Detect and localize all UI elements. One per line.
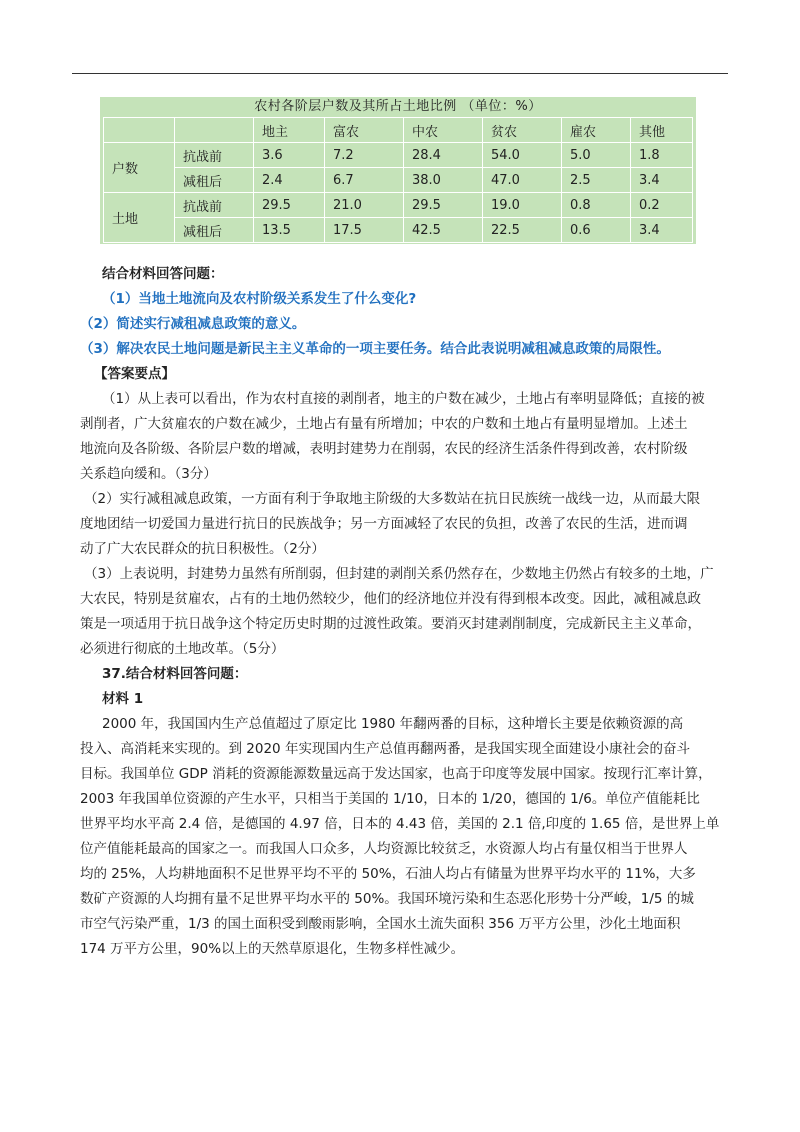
material-line: 2003 年我国单位资源的产生水平，只相当于美国的 1/10，日本的 1/20，德国的 1/6。单位产值能耗比 <box>80 791 700 807</box>
table-header-cell: 雇农 <box>562 118 631 143</box>
material-line: 位产值能耗最高的国家之一。而我国人口众多，人均资源比较贫乏，水资源人均占有量仅相当于世界人 <box>80 841 688 857</box>
table-cell: 5.0 <box>562 143 631 168</box>
material-line: 2000 年，我国国内生产总值超过了原定比 1980 年翻两番的目标，这种增长主要是依赖资源的高 <box>102 716 684 732</box>
row-period-label: 减租后 <box>175 168 254 193</box>
table-cell: 42.5 <box>404 218 483 243</box>
table-cell: 28.4 <box>404 143 483 168</box>
question-1: （1）当地土地流向及农村阶级关系发生了什么变化? <box>102 291 417 307</box>
data-table <box>100 97 696 244</box>
table-cell: 2.4 <box>254 168 325 193</box>
material-line: 数矿产资源的人均拥有量不足世界平均水平的 50%。我国环境污染和生态恶化形势十分严峻，1/5 的城 <box>80 891 694 907</box>
table-cell: 1.8 <box>631 143 693 168</box>
table-header-cell: 中农 <box>404 118 483 143</box>
answers-heading: 【答案要点】 <box>94 366 175 382</box>
material-line: 目标。我国单位 GDP 消耗的资源能源数量远高于发达国家，也高于印度等发展中国家。按现行汇率计算， <box>80 766 712 782</box>
table-cell: 19.0 <box>483 193 562 218</box>
header-rule <box>72 73 728 74</box>
row-group-label: 户数 <box>104 143 175 193</box>
table-header-cell <box>104 118 175 143</box>
table-header-cell: 富农 <box>325 118 404 143</box>
row-group-label: 土地 <box>104 193 175 243</box>
table-cell: 0.6 <box>562 218 631 243</box>
answer-2-line: （2）实行减租减息政策，一方面有利于争取地主阶级的大多数站在抗日民族统一战线一边，从而最大限 <box>84 491 701 507</box>
document-body <box>80 262 730 962</box>
answer-1-line: 关系趋向缓和。（3分） <box>80 466 217 482</box>
answer-3-line: 必须进行彻底的土地改革。（5分） <box>80 641 285 657</box>
row-period-label: 抗战前 <box>175 193 254 218</box>
table-cell: 17.5 <box>325 218 404 243</box>
answer-1-line: 剥削者，广大贫雇农的户数在减少，土地占有量有所增加；中农的户数和土地占有量明显增加。上述土 <box>80 416 688 432</box>
row-period-label: 抗战前 <box>175 143 254 168</box>
material-line: 投入、高消耗来实现的。到 2020 年实现国内生产总值再翻两番，是我国实现全面建设小康社会的奋斗 <box>80 741 690 757</box>
table-cell: 29.5 <box>254 193 325 218</box>
material-line: 市空气污染严重，1/3 的国土面积受到酸雨影响，全国水土流失面积 356 万平方公里，沙化土地面积 <box>80 916 681 932</box>
material-line: 174 万平方公里，90%以上的天然草原退化，生物多样性减少。 <box>80 941 465 957</box>
table-header-row <box>104 118 693 143</box>
table-cell: 6.7 <box>325 168 404 193</box>
table-header-cell: 贫农 <box>483 118 562 143</box>
table-cell: 29.5 <box>404 193 483 218</box>
answer-3-line: 策是一项适用于抗日战争这个特定历史时期的过渡性政策。要消灭封建剥削制度，完成新民主主义革命， <box>80 616 701 632</box>
table-row <box>104 193 693 218</box>
material-line: 均的 25%，人均耕地面积不足世界平均不平的 50%，石油人均占有储量为世界平均水平的 11%，大多 <box>80 866 696 882</box>
questions-heading: 结合材料回答问题： <box>102 266 224 282</box>
answer-3-line: 大农民，特别是贫雇农，占有的土地仍然较少，他们的经济地位并没有得到根本改变。因此，减租减息政 <box>80 591 701 607</box>
material-line: 世界平均水平高 2.4 倍，是德国的 4.97 倍，日本的 4.43 倍，美国的 2.1 倍,印度的 1.65 倍，是世界上单 <box>80 816 720 832</box>
section-37-heading: 37.结合材料回答问题： <box>102 666 248 682</box>
material-1-label: 材料 1 <box>102 691 144 707</box>
table-cell: 3.4 <box>631 218 693 243</box>
table-cell: 22.5 <box>483 218 562 243</box>
table-cell: 0.2 <box>631 193 693 218</box>
table-cell: 2.5 <box>562 168 631 193</box>
table-header-cell <box>175 118 254 143</box>
table-cell: 3.4 <box>631 168 693 193</box>
question-3: （3）解决农民土地问题是新民主主义革命的一项主要任务。结合此表说明减租减息政策的局限性。 <box>80 341 670 357</box>
table-cell: 21.0 <box>325 193 404 218</box>
table-cell: 54.0 <box>483 143 562 168</box>
table-header-cell: 其他 <box>631 118 693 143</box>
table-cell: 38.0 <box>404 168 483 193</box>
table-cell: 13.5 <box>254 218 325 243</box>
table-title: 农村各阶层户数及其所占土地比例 （单位：%） <box>254 99 542 114</box>
table-row <box>104 168 693 193</box>
table-row <box>104 143 693 168</box>
table-cell: 7.2 <box>325 143 404 168</box>
answer-3-line: （3）上表说明，封建势力虽然有所削弱，但封建的剥削关系仍然存在，少数地主仍然占有较多的土地，广 <box>84 566 714 582</box>
answer-2-line: 度地团结一切爱国力量进行抗日的民族战争；另一方面减轻了农民的负担，改善了农民的生活，进而调 <box>80 516 688 532</box>
answer-1-line: 地流向及各阶级、各阶层户数的增减，表明封建势力在削弱，农民的经济生活条件得到改善，农村阶级 <box>80 441 688 457</box>
table-header-cell: 地主 <box>254 118 325 143</box>
table-grid <box>103 117 693 243</box>
question-2: （2）简述实行减租减息政策的意义。 <box>80 316 306 332</box>
table-row <box>104 218 693 243</box>
answer-1-line: （1）从上表可以看出，作为农村直接的剥削者，地主的户数在减少，土地占有率明显降低；直接的被 <box>102 391 705 407</box>
table-cell: 0.8 <box>562 193 631 218</box>
answer-2-line: 动了广大农民群众的抗日积极性。（2分） <box>80 541 325 557</box>
row-period-label: 减租后 <box>175 218 254 243</box>
table-cell: 3.6 <box>254 143 325 168</box>
table-cell: 47.0 <box>483 168 562 193</box>
